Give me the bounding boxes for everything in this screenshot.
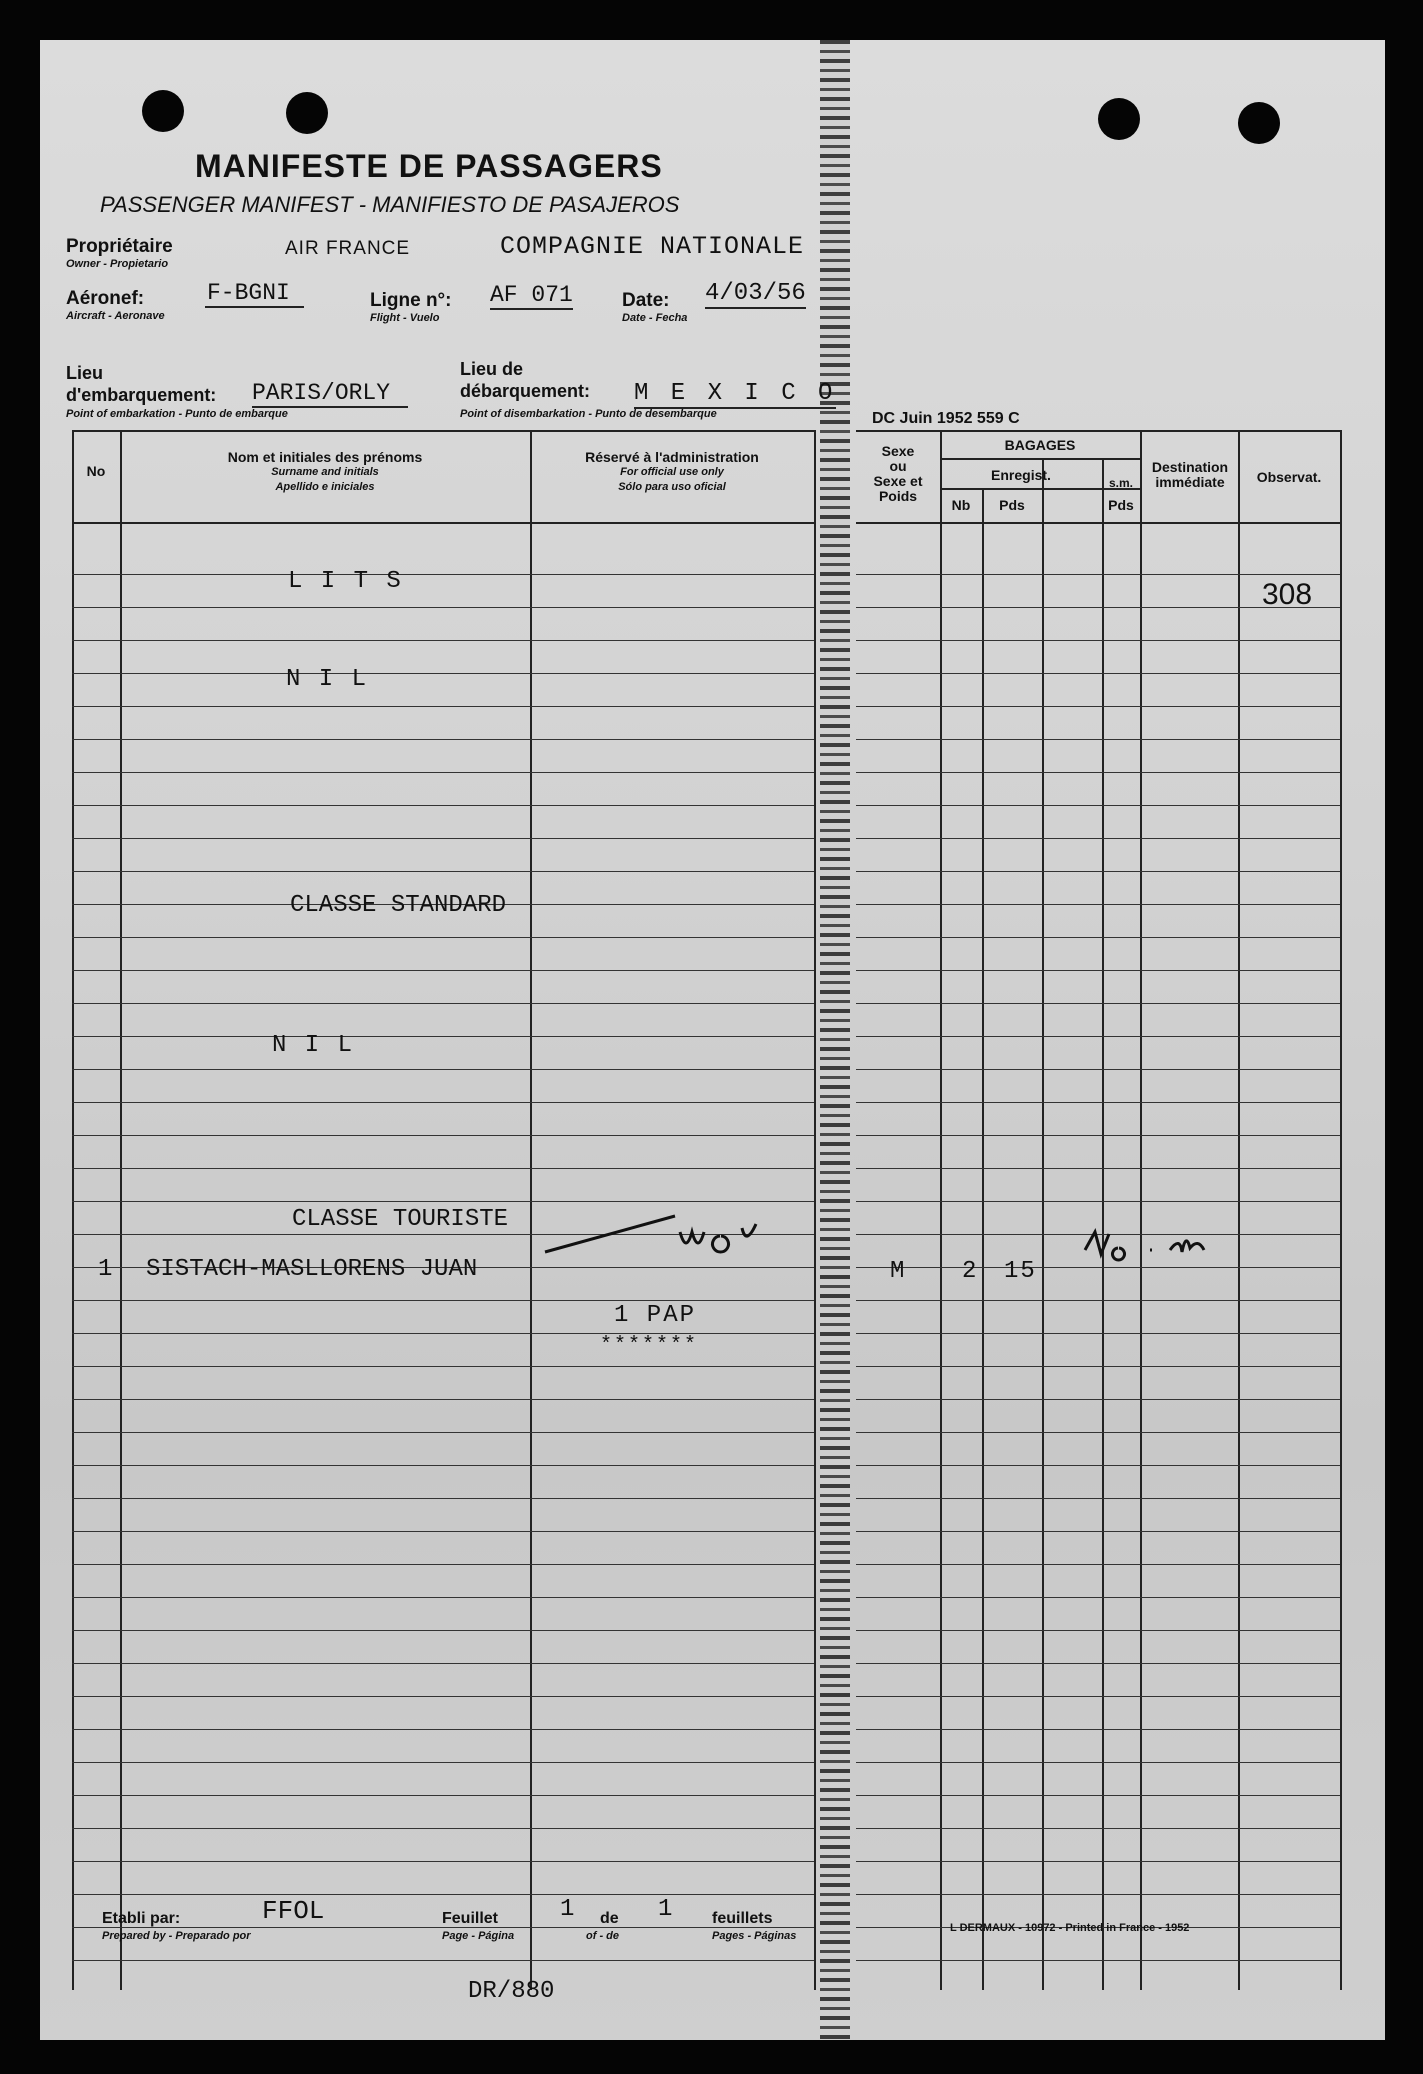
owner-typed-value: COMPAGNIE NATIONALE bbox=[500, 232, 805, 261]
handwritten-stroke bbox=[545, 1216, 675, 1252]
passenger-name: SISTACH-MASLLORENS JUAN bbox=[146, 1256, 478, 1283]
col-sex-label: ou bbox=[889, 458, 907, 474]
col-sex-label: Sexe bbox=[881, 443, 915, 459]
form-reference: DC Juin 1952 559 C bbox=[872, 410, 1020, 427]
date-label: Date: bbox=[622, 290, 670, 311]
owner-printed-value: AIR FRANCE bbox=[285, 238, 411, 259]
col-admin-label: Réservé à l'administration bbox=[585, 449, 759, 465]
prepared-sublabel: Prepared by - Preparado por bbox=[102, 1930, 251, 1942]
handwritten-initials bbox=[680, 1224, 756, 1252]
entry-classe-touriste: CLASSE TOURISTE bbox=[292, 1206, 509, 1233]
sheets-label: feuillets bbox=[712, 1910, 773, 1927]
observation-number: 308 bbox=[1262, 578, 1313, 611]
col-no-header: No bbox=[86, 463, 106, 479]
of-sublabel: of - de bbox=[586, 1930, 619, 1942]
page-subtitle: PASSENGER MANIFEST - MANIFIESTO DE PASAJEROS bbox=[100, 192, 680, 217]
disembark-value: M E X I C O bbox=[634, 380, 837, 407]
manifest-sheet bbox=[40, 40, 1385, 2040]
aircraft-label: Aéronef: bbox=[66, 288, 145, 309]
embark-label: Lieu d'embarquement: bbox=[66, 363, 217, 405]
entry-classe-standard: CLASSE STANDARD bbox=[290, 892, 507, 919]
sheet-label: Feuillet bbox=[442, 1910, 499, 1927]
prepared-value: FFOL bbox=[262, 1896, 325, 1926]
passenger-bag-weight: 15 bbox=[1004, 1258, 1037, 1285]
col-name-label-en: Surname and initials bbox=[271, 466, 379, 478]
owner-label: Propriétaire bbox=[66, 236, 173, 257]
owner-sublabel: Owner - Propietario bbox=[66, 258, 169, 270]
prepared-label: Etabli par: bbox=[102, 1910, 181, 1927]
page-title: MANIFESTE DE PASSAGERS bbox=[195, 148, 663, 184]
col-pds-header: Pds bbox=[999, 497, 1025, 513]
of-value: 1 bbox=[658, 1896, 673, 1923]
passenger-sex: M bbox=[890, 1258, 907, 1285]
flight-label: Ligne n°: bbox=[370, 290, 452, 311]
handwritten-scribbles bbox=[40, 40, 1385, 2040]
col-sex-label: Poids bbox=[878, 488, 918, 504]
col-nb-header: Nb bbox=[951, 497, 971, 513]
col-baggage-header: BAGAGES bbox=[1004, 437, 1076, 453]
sheet-value: 1 bbox=[560, 1896, 575, 1923]
admin-stars: ******* bbox=[600, 1334, 699, 1357]
col-admin-label-es: Sólo para uso oficial bbox=[618, 481, 726, 493]
date-value: 4/03/56 bbox=[705, 280, 806, 307]
col-destination-header: Destination immédiate bbox=[1151, 459, 1229, 490]
disembark-label: Lieu de débarquement: bbox=[460, 359, 591, 401]
embark-value: PARIS/ORLY bbox=[252, 380, 408, 408]
date-sublabel: Date - Fecha bbox=[622, 312, 688, 324]
col-name-label-es: Apellido e iniciales bbox=[275, 481, 375, 493]
sheet-sublabel: Page - Página bbox=[442, 1930, 515, 1942]
passenger-number: 1 bbox=[98, 1256, 115, 1283]
col-cabin-header: s.m. bbox=[1108, 476, 1133, 490]
col-sex-label: Sexe et bbox=[873, 473, 923, 489]
aircraft-value: F-BGNI bbox=[205, 280, 304, 308]
disembark-sublabel: Point of disembarkation - Punto de desembarque bbox=[460, 408, 717, 420]
col-registered-header: Enregist. bbox=[991, 467, 1051, 483]
document-reference: DR/880 bbox=[468, 1978, 555, 2005]
entry-nil: N I L bbox=[272, 1032, 355, 1059]
col-name-label: Nom et initiales des prénoms bbox=[227, 449, 423, 465]
flight-sublabel: Flight - Vuelo bbox=[370, 312, 440, 324]
printer-imprint: L DERMAUX - 10972 - Printed in France - 1952 bbox=[950, 1922, 1190, 1934]
embark-sublabel: Point of embarkation - Punto de embarque bbox=[66, 408, 288, 420]
entry-nil: N I L bbox=[286, 666, 369, 693]
handwritten-note bbox=[1085, 1232, 1204, 1260]
passenger-bag-count: 2 bbox=[962, 1258, 979, 1285]
of-label: de bbox=[600, 1910, 619, 1927]
entry-lits: L I T S bbox=[288, 568, 403, 595]
col-observations-header: Observat. bbox=[1256, 469, 1322, 485]
flight-value: AF 071 bbox=[490, 282, 573, 308]
col-admin-label-en: For official use only bbox=[620, 466, 724, 478]
sheets-sublabel: Pages - Páginas bbox=[712, 1930, 797, 1942]
admin-note: 1 PAP bbox=[614, 1302, 697, 1329]
aircraft-sublabel: Aircraft - Aeronave bbox=[66, 310, 165, 322]
col-cabin-pds-header: Pds bbox=[1108, 497, 1134, 513]
